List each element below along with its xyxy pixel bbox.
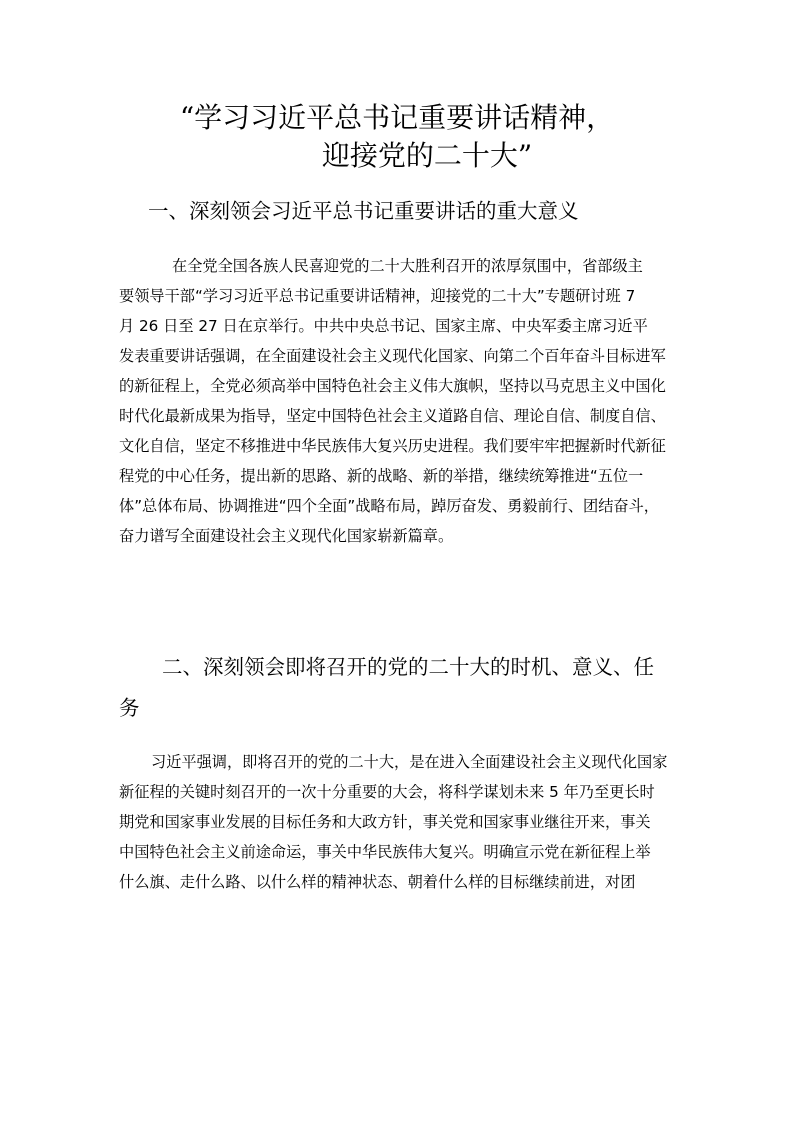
paragraph-line: 在全党全国各族人民喜迎党的二十大胜利召开的浓厚氛围中，省部级主 xyxy=(172,257,643,275)
section-2-heading-line-1: 二、深刻领会即将召开的党的二十大的时机、意义、任 xyxy=(162,655,654,679)
paragraph-line: 月 26 日至 27 日在京举行。中共中央总书记、国家主席、中央军委主席习近平 xyxy=(119,317,648,335)
document-title-line-1: “学习习近平总书记重要讲话精神， xyxy=(179,101,615,134)
paragraph-line: 程党的中心任务，提出新的思路、新的战略、新的举措，继续统筹推进“五位一 xyxy=(119,467,644,485)
paragraph-line: 体”总体布局、协调推进“四个全面”战略布局，踔厉奋发、勇毅前行、团结奋斗， xyxy=(119,497,659,515)
section-2-heading-line-2: 务 xyxy=(119,696,140,720)
section-1-paragraph xyxy=(119,251,689,551)
paragraph-line: 的新征程上，全党必须高举中国特色社会主义伟大旗帜，坚持以马克思主义中国化 xyxy=(119,377,666,395)
section-1-heading: 一、深刻领会习近平总书记重要讲话的重大意义 xyxy=(148,199,579,223)
paragraph-line: 发表重要讲话强调，在全面建设社会主义现代化国家、向第二个百年奋斗目标进军 xyxy=(119,347,666,365)
paragraph-line: 中国特色社会主义前途命运，事关中华民族伟大复兴。明确宣示党在新征程上举 xyxy=(119,843,651,861)
section-2-paragraph xyxy=(119,747,689,897)
document-title-line-2: 迎接党的二十大” xyxy=(321,139,533,172)
paragraph-line: 时代化最新成果为指导，坚定中国特色社会主义道路自信、理论自信、制度自信、 xyxy=(119,407,666,425)
paragraph-line: 奋力谱写全面建设社会主义现代化国家崭新篇章。 xyxy=(119,527,454,545)
paragraph-line: 习近平强调，即将召开的党的二十大，是在进入全面建设社会主义现代化国家 xyxy=(151,753,668,771)
paragraph-line: 新征程的关键时刻召开的一次十分重要的大会，将科学谋划未来 5 年乃至更长时 xyxy=(119,783,655,801)
paragraph-line: 文化自信，坚定不移推进中华民族伟大复兴历史进程。我们要牢牢把握新时代新征 xyxy=(119,437,666,455)
paragraph-line: 要领导干部“学习习近平总书记重要讲话精神，迎接党的二十大”专题研讨班 7 xyxy=(119,287,636,305)
paragraph-line: 什么旗、走什么路、以什么样的精神状态、朝着什么样的目标继续前进，对团 xyxy=(119,873,636,891)
paragraph-line: 期党和国家事业发展的目标任务和大政方针，事关党和国家事业继往开来，事关 xyxy=(119,813,651,831)
